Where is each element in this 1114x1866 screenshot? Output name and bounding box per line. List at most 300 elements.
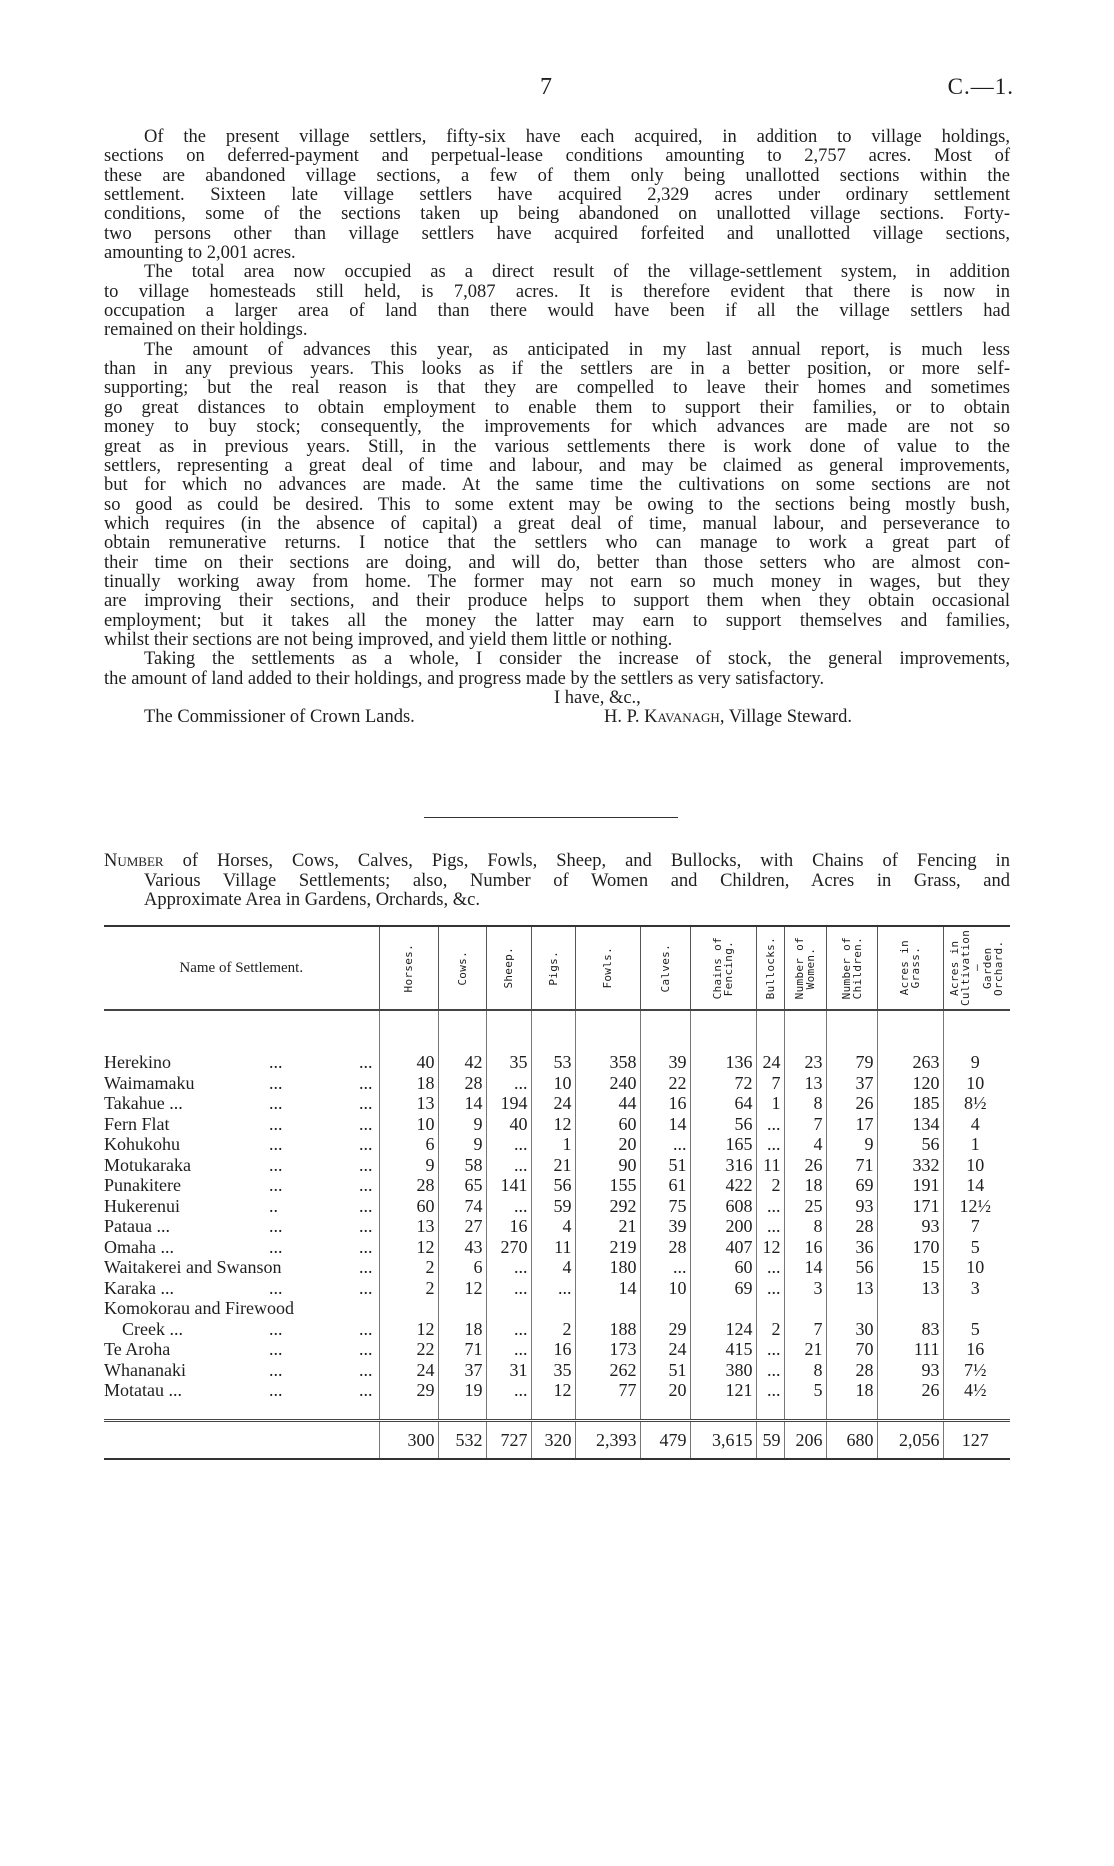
table-cell: 262 <box>575 1360 640 1381</box>
table-row <box>104 1073 1010 1094</box>
text-line: the amount of land added to their holdings, and progress made by the settlers as very satisfactory. <box>104 668 825 689</box>
text-line: so good as could be desired. This to some extent may be owing to the sections being mostly bush, <box>104 494 1010 515</box>
table-cell: 16 <box>486 1216 531 1237</box>
settlement-name: Pataua ... <box>104 1216 170 1236</box>
text-line: sections on deferred-payment and perpetual-lease conditions amounting to 2,757 acres. Most of <box>104 146 1010 167</box>
table-cell: 194 <box>486 1093 531 1114</box>
table-cell: 407 <box>690 1237 756 1258</box>
table-cell: 26 <box>826 1093 877 1114</box>
text-line: Of the present village settlers, fifty-six have each acquired, in addition to village holdings, <box>144 127 1010 147</box>
settlement-name-cell <box>104 1052 379 1073</box>
settlement-name-cell <box>104 1155 379 1176</box>
table-cell: 4 <box>531 1257 575 1278</box>
leader-dots: ... <box>359 1175 373 1195</box>
table-cell: 21 <box>531 1155 575 1176</box>
gap-cell <box>784 1401 826 1421</box>
paragraphs <box>104 128 1010 689</box>
table-cell: 28 <box>826 1360 877 1381</box>
table-row <box>104 1339 1010 1360</box>
spacer-cell <box>486 1010 531 1052</box>
column-header-label: Fowls. <box>601 947 614 989</box>
table-cell: ... <box>486 1257 531 1278</box>
table-cell: 10 <box>943 1257 1010 1278</box>
gap-cell <box>877 1401 943 1421</box>
table-row <box>104 1360 1010 1381</box>
table-cell: 10 <box>640 1278 690 1299</box>
gap-cell <box>486 1401 531 1421</box>
document-reference: C.—1. <box>947 74 1014 99</box>
text-line: obtain remunerative returns. I notice that the settlers who can manage to work a great part of <box>104 533 1010 554</box>
table-cell: 22 <box>640 1073 690 1094</box>
table-cell: 51 <box>640 1360 690 1381</box>
table-cell: 3 <box>784 1278 826 1299</box>
text-line: supporting; but the real reason is that they are compelled to leave their homes and sometimes <box>104 378 1010 399</box>
leader-dots: .. <box>269 1195 278 1216</box>
table-cell: ... <box>640 1257 690 1278</box>
table-cell: 13 <box>379 1093 438 1114</box>
table-cell: 10 <box>943 1155 1010 1176</box>
leader-dots: ... <box>359 1154 373 1175</box>
settlement-name-cell <box>104 1073 379 1094</box>
table-cell: 415 <box>690 1339 756 1360</box>
totals-label-cell <box>104 1420 379 1459</box>
table-cell: 12 <box>379 1237 438 1258</box>
table-cell: 12 <box>379 1298 438 1339</box>
gap-row <box>104 1401 1010 1421</box>
spacer-row <box>104 1010 1010 1052</box>
settlement-name-cell <box>104 1339 379 1360</box>
table-cell: 141 <box>486 1175 531 1196</box>
gap-cell <box>438 1401 486 1421</box>
table-row <box>104 1052 1010 1073</box>
leader-dots: ... <box>269 1359 283 1380</box>
table-cell: 17 <box>826 1114 877 1135</box>
table-cell: 14 <box>943 1175 1010 1196</box>
settlement-name-cell <box>104 1278 379 1299</box>
table-cell: 16 <box>943 1339 1010 1360</box>
table-cell: 5 <box>784 1380 826 1401</box>
table-cell: ... <box>486 1339 531 1360</box>
text-line: whilst their sections are not being improved, and yield them little or nothing. <box>104 629 673 650</box>
column-header <box>877 926 943 1010</box>
spacer-cell <box>438 1010 486 1052</box>
text-line: The amount of advances this year, as anticipated in my last annual report, is much less <box>144 339 1010 360</box>
table-cell: 65 <box>438 1175 486 1196</box>
table-cell: 29 <box>379 1380 438 1401</box>
table-cell: 1 <box>531 1134 575 1155</box>
table-cell: 358 <box>575 1052 640 1073</box>
table-cell: ... <box>756 1257 784 1278</box>
leader-dots: ... <box>269 1072 283 1093</box>
leader-dots: ... <box>269 1113 283 1134</box>
column-header-label: Horses. <box>402 943 415 993</box>
table-cell: 16 <box>640 1093 690 1114</box>
settlement-name-continued: Creek ... <box>122 1318 183 1339</box>
totals-row <box>104 1420 1010 1459</box>
table-cell: 83 <box>877 1298 943 1339</box>
spacer-cell <box>690 1010 756 1052</box>
table-cell: 58 <box>438 1155 486 1176</box>
table-cell: 25 <box>784 1196 826 1217</box>
table-cell: 9 <box>943 1052 1010 1073</box>
table-cell: 35 <box>531 1360 575 1381</box>
table-cell: 2 <box>531 1298 575 1339</box>
settlement-name: Hukerenui <box>104 1195 180 1216</box>
spacer-cell <box>826 1010 877 1052</box>
text-line: go great distances to obtain employment to enable them to support their families, or to obtain <box>104 397 1010 418</box>
gap-cell <box>531 1401 575 1421</box>
table-cell: 93 <box>877 1360 943 1381</box>
table-cell: ... <box>486 1073 531 1094</box>
table-cell: 60 <box>690 1257 756 1278</box>
table-cell: ... <box>756 1360 784 1381</box>
table-cell: 20 <box>575 1134 640 1155</box>
table-title-line <box>104 852 1010 872</box>
settlement-name-cell <box>104 1216 379 1237</box>
section-divider <box>424 817 678 818</box>
table-cell: 14 <box>784 1257 826 1278</box>
table-cell: ... <box>531 1278 575 1299</box>
settlement-name-cell <box>104 1298 379 1339</box>
column-header <box>486 926 531 1010</box>
table-cell: 28 <box>640 1237 690 1258</box>
table-cell: 18 <box>826 1380 877 1401</box>
text-line: than in any previous years. This looks as if the settlers are in a better position, or more self- <box>104 359 1010 380</box>
spacer-cell <box>784 1010 826 1052</box>
text-line: amounting to 2,001 acres. <box>104 243 296 264</box>
total-cell: 680 <box>826 1420 877 1459</box>
settlement-name: Waitakerei and Swanson <box>104 1257 282 1277</box>
spacer-cell <box>756 1010 784 1052</box>
table-cell: 12 <box>531 1114 575 1135</box>
table-cell: 3 <box>943 1278 1010 1299</box>
table-cell: 37 <box>438 1360 486 1381</box>
table-row <box>104 1134 1010 1155</box>
table-cell: 39 <box>640 1216 690 1237</box>
table-cell: 56 <box>690 1114 756 1135</box>
table-cell: 4 <box>784 1134 826 1155</box>
gap-cell <box>943 1401 1010 1421</box>
table-cell: 121 <box>690 1380 756 1401</box>
column-header <box>379 926 438 1010</box>
table-cell: 316 <box>690 1155 756 1176</box>
spacer-cell <box>877 1010 943 1052</box>
total-cell: 206 <box>784 1420 826 1459</box>
leader-dots: ... <box>269 1175 283 1195</box>
table-cell: 8½ <box>943 1093 1010 1114</box>
table-cell: 51 <box>640 1155 690 1176</box>
leader-dots: ... <box>359 1318 373 1339</box>
table-cell: 18 <box>379 1073 438 1094</box>
gap-cell <box>640 1401 690 1421</box>
table-cell: 5 <box>943 1298 1010 1339</box>
settlement-name: Te Aroha <box>104 1339 171 1359</box>
table-cell: 270 <box>486 1237 531 1258</box>
table-cell: ... <box>486 1380 531 1401</box>
table-cell: 4 <box>943 1114 1010 1135</box>
table-cell: 40 <box>379 1052 438 1073</box>
table-cell: 18 <box>784 1175 826 1196</box>
total-cell: 127 <box>943 1420 1010 1459</box>
column-header <box>784 926 826 1010</box>
table-cell: 35 <box>486 1052 531 1073</box>
text-line: Taking the settlements as a whole, I consider the increase of stock, the general improvements, <box>144 649 1010 670</box>
signature-line <box>104 708 1010 727</box>
table-cell: 188 <box>575 1298 640 1339</box>
table-cell: ... <box>756 1196 784 1217</box>
text-line: which requires (in the absence of capital) a great deal of time, manual labour, and perseverance to <box>104 513 1010 534</box>
column-header-label: Number of Children. <box>839 936 864 1000</box>
settlement-name-cell <box>104 1360 379 1381</box>
table-cell: 15 <box>877 1257 943 1278</box>
column-header <box>756 926 784 1010</box>
settlement-name-cell <box>104 1196 379 1217</box>
table-cell: 11 <box>756 1155 784 1176</box>
table-row <box>104 1196 1010 1217</box>
table-cell: 93 <box>877 1216 943 1237</box>
table-cell: 72 <box>690 1073 756 1094</box>
settlement-name: Waimamaku <box>104 1072 195 1093</box>
leader-dots: ... <box>359 1216 373 1236</box>
text-line: The total area now occupied as a direct result of the village-settlement system, in addition <box>144 262 1010 283</box>
column-header-label: Cows. <box>455 950 469 986</box>
table-cell: 31 <box>486 1360 531 1381</box>
text-line: settlement. Sixteen late village settlers have acquired 2,329 acres under ordinary settlement <box>104 185 1010 206</box>
table-cell: 93 <box>826 1196 877 1217</box>
total-cell: 320 <box>531 1420 575 1459</box>
table-cell: 69 <box>826 1175 877 1196</box>
settlement-name-cell <box>104 1093 379 1114</box>
table-cell: 39 <box>640 1052 690 1073</box>
table-cell: 380 <box>690 1360 756 1381</box>
text-line: money to buy stock; consequently, the improvements for which advances are made are not so <box>104 417 1010 438</box>
table-cell: ... <box>640 1134 690 1155</box>
settlement-name: Punakitere <box>104 1175 181 1195</box>
settlement-name: Herekino <box>104 1052 171 1072</box>
text-line: are improving their sections, and their produce helps to support them when they obtain occasional <box>104 591 1010 612</box>
table-cell: 56 <box>877 1134 943 1155</box>
table-row <box>104 1298 1010 1339</box>
leader-dots: ... <box>359 1113 373 1134</box>
spacer-cell <box>943 1010 1010 1052</box>
column-header-label: Pigs. <box>546 950 560 986</box>
table-header-row <box>104 926 1010 1010</box>
table-cell: 7 <box>756 1073 784 1094</box>
table-cell: 28 <box>438 1073 486 1094</box>
table-cell: 2 <box>379 1257 438 1278</box>
table-cell: ... <box>756 1278 784 1299</box>
total-cell: 727 <box>486 1420 531 1459</box>
leader-dots: ... <box>359 1359 373 1380</box>
table-cell: 171 <box>877 1196 943 1217</box>
column-header-label: Chains of Fencing. <box>711 936 735 1000</box>
table-row <box>104 1155 1010 1176</box>
table-cell: 26 <box>877 1380 943 1401</box>
text-line: their time on their sections are doing, and will do, better than those setters who are almost con- <box>104 552 1010 573</box>
column-header-label: Acres in Grass. <box>898 940 922 996</box>
table-cell: 124 <box>690 1298 756 1339</box>
table-cell: 59 <box>531 1196 575 1217</box>
table-cell: 23 <box>784 1052 826 1073</box>
table-cell: 77 <box>575 1380 640 1401</box>
table-cell: 44 <box>575 1093 640 1114</box>
table-cell: 12½ <box>943 1196 1010 1217</box>
table-cell: 56 <box>531 1175 575 1196</box>
table-cell: 185 <box>877 1093 943 1114</box>
letter-body <box>104 128 1010 728</box>
table-cell: 27 <box>438 1216 486 1237</box>
column-header <box>531 926 575 1010</box>
table-row <box>104 1114 1010 1135</box>
table-cell: 13 <box>826 1278 877 1299</box>
text-line: but for which no advances are made. At the same time the cultivations on some sections are not <box>104 475 1010 496</box>
column-header <box>640 926 690 1010</box>
table-cell: 4½ <box>943 1380 1010 1401</box>
leader-dots: ... <box>269 1154 283 1175</box>
table-cell: 120 <box>877 1073 943 1094</box>
table-title-line: Various Village Settlements; also, Number of Women and Children, Acres in Grass, and <box>144 870 1010 891</box>
table-row <box>104 1093 1010 1114</box>
table-cell: 608 <box>690 1196 756 1217</box>
table-cell: ... <box>756 1134 784 1155</box>
table-cell: ... <box>486 1196 531 1217</box>
table-cell: 43 <box>438 1237 486 1258</box>
text-line: occupation a larger area of land than there would have been if all the village settlers had <box>104 301 1010 322</box>
table-cell: 9 <box>379 1155 438 1176</box>
table-cell: 9 <box>438 1114 486 1135</box>
table-cell: 9 <box>438 1134 486 1155</box>
table-cell: 36 <box>826 1237 877 1258</box>
table-row <box>104 1380 1010 1401</box>
page-number: 7 <box>540 74 552 100</box>
table-cell: ... <box>756 1114 784 1135</box>
settlement-name-cell <box>104 1175 379 1196</box>
column-header-label: Calves. <box>658 943 672 993</box>
table-cell: 40 <box>486 1114 531 1135</box>
table-cell: 1 <box>943 1134 1010 1155</box>
table-title <box>104 852 1010 911</box>
table-cell: 70 <box>826 1339 877 1360</box>
table-cell: 7 <box>943 1216 1010 1237</box>
table-cell: 8 <box>784 1360 826 1381</box>
table-cell: ... <box>756 1380 784 1401</box>
table-cell: 21 <box>575 1216 640 1237</box>
table-cell: 42 <box>438 1052 486 1073</box>
table-cell: 74 <box>438 1196 486 1217</box>
table-cell: 16 <box>531 1339 575 1360</box>
table-cell: 30 <box>826 1298 877 1339</box>
spacer-cell <box>379 1010 438 1052</box>
settlement-name: Whananaki <box>104 1359 186 1380</box>
text-line: these are abandoned village sections, a few of them only being unallotted sections within the <box>104 165 1010 186</box>
column-header <box>438 926 486 1010</box>
table-cell: 6 <box>379 1134 438 1155</box>
column-header <box>826 926 877 1010</box>
table-cell: ... <box>486 1134 531 1155</box>
spacer-cell <box>531 1010 575 1052</box>
gap-cell <box>575 1401 640 1421</box>
table-cell: 8 <box>784 1093 826 1114</box>
text-line: tinually working away from home. The former may not earn so much money in wages, but they <box>104 571 1010 592</box>
text-line: two persons other than village settlers have acquired forfeited and unallotted village sections, <box>104 223 1010 244</box>
table-cell: 136 <box>690 1052 756 1073</box>
table-cell: 53 <box>531 1052 575 1073</box>
total-cell: 3,615 <box>690 1420 756 1459</box>
leader-dots: ... <box>359 1277 373 1298</box>
total-cell: 2,393 <box>575 1420 640 1459</box>
leader-dots: ... <box>359 1072 373 1093</box>
table-cell: 71 <box>826 1155 877 1176</box>
table-cell: 69 <box>690 1278 756 1299</box>
leader-dots: ... <box>359 1195 373 1216</box>
table-cell: 2 <box>379 1278 438 1299</box>
leader-dots: ... <box>359 1257 373 1277</box>
table-cell: 170 <box>877 1237 943 1258</box>
table-row <box>104 1175 1010 1196</box>
settlement-stock-table <box>104 925 1010 1460</box>
settlement-name-cell <box>104 1380 379 1401</box>
leader-dots: ... <box>359 1134 373 1154</box>
table-cell: 7 <box>784 1298 826 1339</box>
signatory <box>604 708 852 727</box>
table-cell: 79 <box>826 1052 877 1073</box>
text-line: conditions, some of the sections taken up being abandoned on unallotted village sections. Forty- <box>104 204 1010 225</box>
column-header <box>575 926 640 1010</box>
table-cell: 2 <box>756 1298 784 1339</box>
table-cell: 71 <box>438 1339 486 1360</box>
leader-dots: ... <box>269 1339 283 1359</box>
table-row <box>104 1257 1010 1278</box>
table-title-lead: Number <box>104 851 164 871</box>
table-cell: ... <box>486 1278 531 1299</box>
gap-cell <box>690 1401 756 1421</box>
salutation: I have, &c., <box>554 687 641 708</box>
settlement-name: Kohukohu <box>104 1134 180 1154</box>
signatory-title: Village Steward. <box>728 707 852 728</box>
table-cell: 200 <box>690 1216 756 1237</box>
table-title-rest: of Horses, Cows, Calves, Pigs, Fowls, Sheep, and Bullocks, with Chains of Fencing in <box>163 851 1010 871</box>
text-line: great as in previous years. Still, in the various settlements there is work done of value to the <box>104 436 1010 457</box>
table-cell: 173 <box>575 1339 640 1360</box>
table-cell: 7 <box>784 1114 826 1135</box>
table-cell: 219 <box>575 1237 640 1258</box>
table-cell: 29 <box>640 1298 690 1339</box>
table-cell: 8 <box>784 1216 826 1237</box>
table-cell: 21 <box>784 1339 826 1360</box>
signatory-name: H. P. Kavanagh, <box>604 707 725 728</box>
table-cell: 13 <box>784 1073 826 1094</box>
column-header-label: Sheep. <box>502 947 515 989</box>
table-title-line: Approximate Area in Gardens, Orchards, &c. <box>144 890 480 910</box>
table-cell: 13 <box>877 1278 943 1299</box>
table-cell: ... <box>756 1339 784 1360</box>
table-cell: 14 <box>438 1093 486 1114</box>
text-line: remained on their holdings. <box>104 320 308 341</box>
settlement-name: Karaka ... <box>104 1277 174 1298</box>
table-cell: 7½ <box>943 1360 1010 1381</box>
table-cell: 9 <box>826 1134 877 1155</box>
table-cell: 75 <box>640 1196 690 1217</box>
addressee: The Commissioner of Crown Lands. <box>144 707 415 728</box>
table-cell: 2 <box>756 1175 784 1196</box>
table-cell: 10 <box>943 1073 1010 1094</box>
settlement-name-cell <box>104 1237 379 1258</box>
column-header-label: Acres in Cultivation— Garden Orchard. <box>948 929 1006 1007</box>
table-cell: 24 <box>756 1052 784 1073</box>
column-header <box>690 926 756 1010</box>
table-cell: 10 <box>379 1114 438 1135</box>
table-cell: 22 <box>379 1339 438 1360</box>
